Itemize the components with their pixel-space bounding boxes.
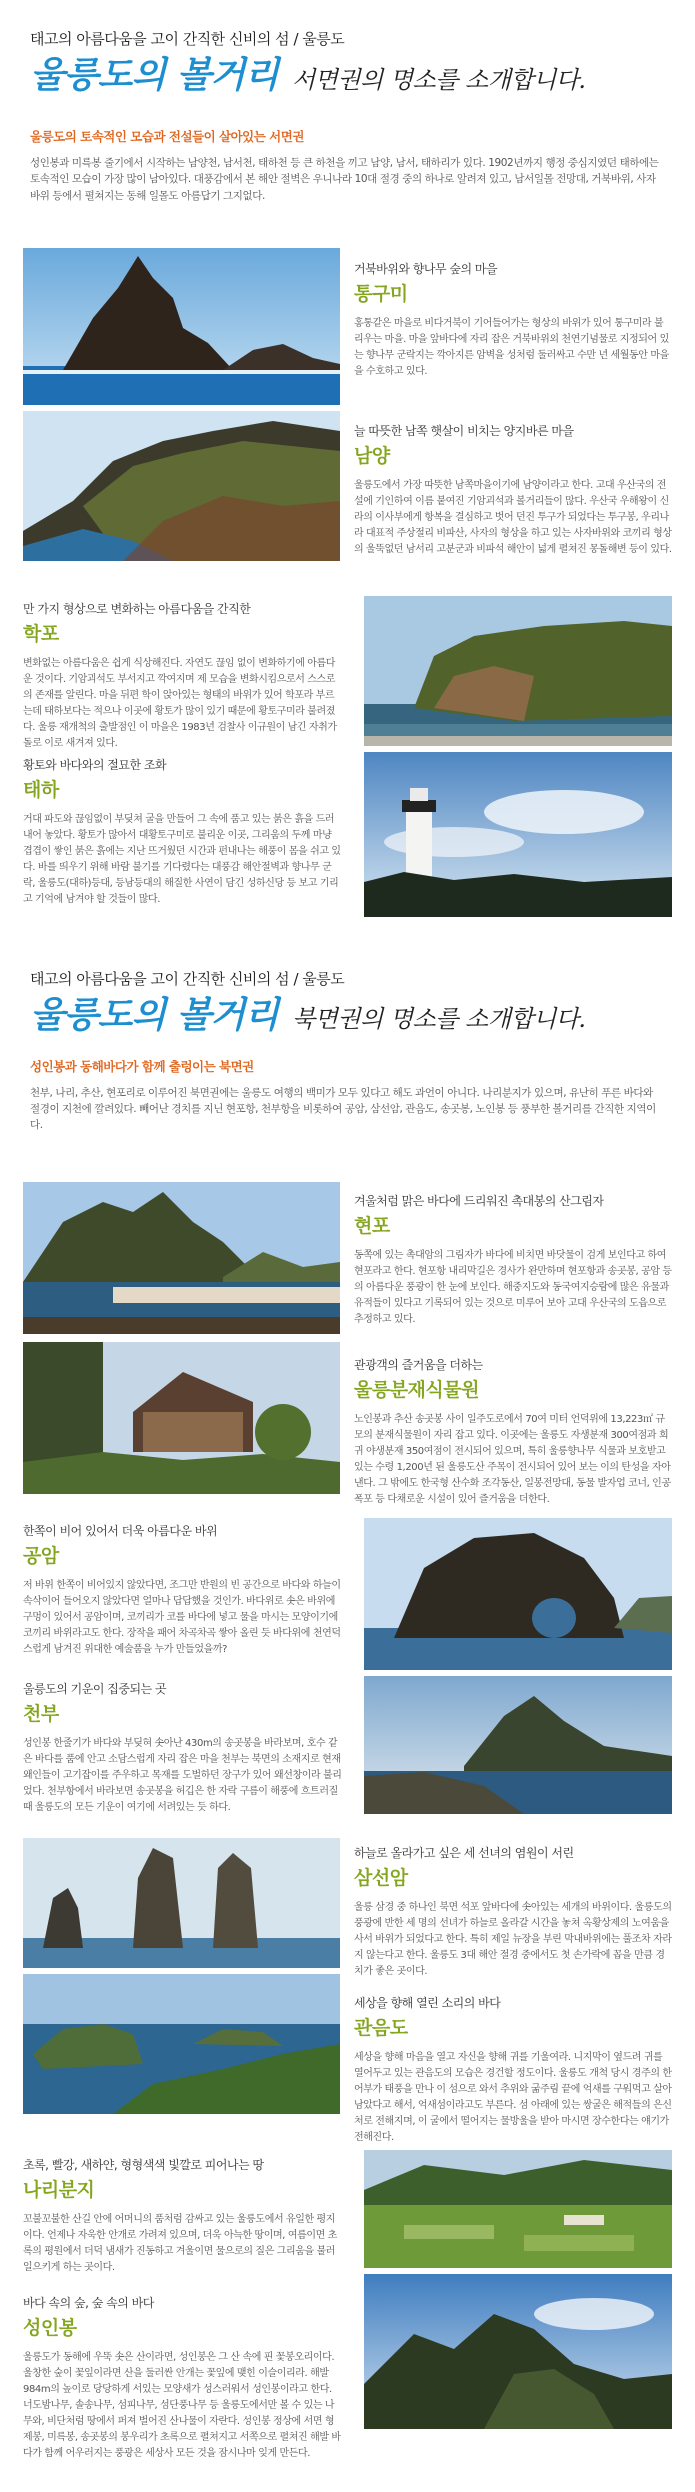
spot-subtitle: 초록, 빨강, 새하얀, 형형색색 빛깔로 피어나는 땅 <box>23 2157 264 2172</box>
photo-samseonam <box>23 1838 340 1968</box>
intro-heading: 성인봉과 동해바다가 함께 출렁이는 북면권 <box>30 1058 254 1074</box>
photo-tonggumi <box>23 248 340 405</box>
photo-gwaneumdo <box>23 1974 340 2114</box>
spot-name: 현포 <box>354 1214 390 1237</box>
brush-title: 울릉도의 볼거리 <box>30 993 278 1036</box>
spot-name: 나리분지 <box>23 2178 95 2201</box>
spot-subtitle: 관광객의 즐거움을 더하는 <box>354 1357 483 1372</box>
photo-seonginbong <box>364 2274 672 2429</box>
intro-heading: 울릉도의 토속적인 모습과 전설들이 살아있는 서면권 <box>30 129 304 144</box>
spot-body: 노인봉과 추산 송곳봉 사이 일주도로에서 70여 미터 언덕위에 13,223㎡ 규모의 분재식물원이 자리 잡고 있다. 이곳에는 울릉도 자생분재 300여점과 희귀 야생분재 350여점이 전시되어 있으며, 특히 울릉향나무 식물과 보호받고 있는 수령 1,200년 된 울릉도산 주목이 전시되어 있어 보는 이의 탄성을 자아낸다. 그 밖에도 한국형 산수화 조각동산, 일봉전망대, 동물 발자업 코너, 인공폭포 등 다채로운 시설이 있어 즐거움을 더한다. <box>354 1413 671 1505</box>
spot-bonsai-garden <box>354 1356 672 1508</box>
photo-cheonbu <box>364 1676 672 1814</box>
spot-subtitle: 바다 속의 숲, 숲 속의 바다 <box>23 2295 154 2310</box>
intro-body: 천부, 나리, 추산, 현포리로 이루어진 북면권에는 울릉도 여행의 백미가 모두 있다고 해도 과언이 아니다. 나리분지가 있으며, 유난히 푸른 바다와 절경이 지천에 깔려있다. 빼어난 경치를 지닌 현포항, 천부항을 비롯하여 공암, 삼선암, 관음도, 송곳봉, 노인봉 등 풍부한 볼거리를 간직한 지역이다. <box>30 1086 656 1132</box>
spot-subtitle: 하늘로 올라가고 싶은 세 선녀의 염원이 서린 <box>354 1845 574 1860</box>
spot-namyang <box>354 422 672 558</box>
spot-body: 성인봉 한줄기가 바다와 부딪혀 솟아난 430m의 송곳봉을 바라보며, 호수 같은 바다를 품에 안고 소담스럽게 자리 잡은 마을 천부는 북면의 소재지로 현재 왜인들이 고기잡이를 주우하고 목재를 도벌하던 장구가 있어 왜선창이라 불리었다. 천부항에서 바라보면 송곳봉을 허깁은 한 자락 구름이 해풍에 흐트러질때 울릉도의 모든 기운이 여기에 서려있는 듯 하다. <box>23 1737 342 1813</box>
spot-subtitle: 겨울처럼 맑은 바다에 드리워진 촉대봉의 산그림자 <box>354 1193 604 1208</box>
spot-hakpo <box>23 600 343 752</box>
spot-subtitle: 거북바위와 향나무 숲의 마을 <box>354 261 498 276</box>
spot-gongam <box>23 1522 343 1658</box>
photo-nari-basin <box>364 2150 672 2268</box>
spot-name: 천부 <box>23 1702 59 1725</box>
spot-name: 관음도 <box>354 2016 408 2039</box>
spot-subtitle: 늘 따뜻한 남쪽 햇살이 비치는 양지바른 마을 <box>354 423 574 438</box>
spot-body: 저 바위 한쪽이 비어있지 않았다면, 조그만 반원의 빈 공간으로 바다와 하늘이 속삭이어 들어오지 않았다면 얼마나 답답했을 것인가. 바다위로 솟은 바위에 구멍이 있어서 공암이며, 코끼리가 코를 바다에 넣고 물을 마시는 모양이기에 코끼리 바위라고도 한다. 장작을 패어 차곡차곡 쌓아 올린 듯 바다위에 천연덕스럽게 남겨진 위대한 예술품을 누가 만들었을까? <box>23 1579 341 1655</box>
spot-subtitle: 황토와 바다와의 절묘한 조화 <box>23 757 167 772</box>
spot-body: 거대 파도와 끊임없이 부딪쳐 굴을 만들어 그 속에 품고 있는 붉은 흙을 드러내어 놓았다. 황토가 많아서 대황토구미로 불리운 이곳, 그리움의 두께 마냥 겹겹이 쌓인 붉은 흙에는 지난 뜨거웠던 시간과 펀내나는 해풍이 몸을 쉬고 있다. 바를 띄우기 위해 바람 불기를 기다렸다는 대풍감 해안절벽과 향나무 군락, 울릉도(대하)등대, 등남등대의 해질한 사연이 담긴 성하신당 등 보고 기리고 기억에 남겨야 할 것들이 많다. <box>23 813 341 905</box>
spot-name: 삼선암 <box>354 1866 408 1889</box>
section-west-spots <box>0 248 695 938</box>
section-kicker: 태고의 아름다움을 고이 간직한 신비의 섬 / 울릉도 <box>30 30 345 48</box>
spot-subtitle: 세상을 향해 열린 소리의 바다 <box>354 1995 501 2010</box>
spot-body: 울릉도가 동해에 우뚝 솟은 산이라면, 성인봉은 그 산 속에 핀 꽃봉오리이다. 울창한 숲이 꽃잎이라면 산을 둘러싼 안개는 꽃잎에 맺힌 이슬이리라. 해발 984m의 높이로 당당하게 서있는 모양새가 성스러워서 성인봉이라고 한다. 너도밤나무, 솔송나무, 섬피나무, 섬단풍나무 등 울릉도에서만 볼 수 있는 나무와, 비단처럼 땅에서 퍼져 벌어진 산나물이 자란다. 성인봉 정상에 서면 형제봉, 미륵봉, 송곳봉의 봉우리가 초록으로 펼쳐지고 서쪽으로 펼쳐진 해발 바다가 함께 어우러지는 풍광은 세상사 모든 것을 잠시나마 잊게 만든다. <box>23 2351 341 2459</box>
photo-taeha <box>364 752 672 917</box>
spot-cheonbu <box>23 1680 343 1816</box>
section-kicker: 태고의 아름다움을 고이 간직한 신비의 섬 / 울릉도 <box>30 969 345 988</box>
spot-body: 울릉도에서 가장 따뜻한 남쪽마을이기에 남양이라고 한다. 고대 우산국의 전설에 기인하여 이름 붙여진 기암괴석과 볼거리들이 많다. 우산국 우해왕이 신라의 이사부에게 항복을 결심하고 벗어 던진 투구가 되었다는 투구봉, 우리나라 대표적 주상절리 비파산, 사자의 형상을 하고 있는 사자바위와 코끼리 형상의 울뚝없던 남서리 고분군과 비파석 해안이 넓게 펼쳐진 몽돌해변 등이 있다. <box>354 479 672 555</box>
spot-body: 세상을 향해 마음을 열고 자신을 향해 귀를 기울여라. 니지막이 옆드려 귀를 열어두고 있는 관음도의 모습은 경건할 정도이다. 울릉도 개척 당시 경주의 한 어부가 태풍을 만나 이 섬으로 와서 추위와 굶주림 끝에 억새를 구워먹고 살아남았다고 해서, 억새섬이라고도 부른다. 섬 아래에 있는 쌍굴은 해적들의 은신처로 전해지며, 이 굴에서 떨어지는 물방울을 받아 마시면 장수한다는 얘기가 전해진다. <box>354 2051 672 2143</box>
spot-name: 통구미 <box>354 282 408 305</box>
section-title-row <box>30 54 665 96</box>
section-north-intro <box>0 968 695 1134</box>
spot-name: 태하 <box>23 778 59 801</box>
script-title: 서면권의 명소를 소개합니다. <box>291 65 586 94</box>
spot-body: 홍통같은 마을로 비다거북이 기어들어가는 형상의 바위가 있어 통구미라 불리우는 마을. 마을 앞바다에 자리 잡은 거북바위외 천연기념물로 지정되어 있는 향나무 군락지는 깍아지른 암벽을 성처럼 둘러싸고 수만 년 세월동안 마을을 수호하고 있다. <box>354 317 669 377</box>
section-title-row <box>30 993 665 1036</box>
spot-name: 울릉분재식물원 <box>354 1378 479 1401</box>
spot-body: 꼬불꼬불한 산길 안에 어머니의 품처럼 감싸고 있는 울릉도에서 유일한 평지이다. 언제나 자욱한 안개로 가려져 있으며, 더욱 아늑한 땅이며, 여름이면 초록의 평원에서 더덕 냄새가 진동하고 겨울이면 물으로의 질은 그리움을 불러일으키게 하는 곳이다. <box>23 2213 337 2273</box>
spot-seonginbong <box>23 2294 343 2462</box>
spot-hyeonpo <box>354 1192 672 1328</box>
spot-subtitle: 만 가지 형상으로 변화하는 아름다움을 간직한 <box>23 601 251 616</box>
section-north-spots <box>0 1182 695 2492</box>
spot-name: 학포 <box>23 622 59 645</box>
spot-taeha <box>23 756 343 908</box>
brush-title: 울릉도의 볼거리 <box>30 54 278 96</box>
script-title: 북면권의 명소를 소개합니다. <box>291 1005 586 1034</box>
spot-body: 울릉 삼경 중 하나인 북면 석포 앞바다에 솟아있는 세개의 바위이다. 울릉도의 풍광에 반한 세 명의 선녀가 하늘로 올라갈 시간을 놓쳐 옥황상제의 노여움을 사서 바위가 되었다고 한다. 특히 제일 뉴장을 부린 막내바위에는 풀조차 자라지 않는다고 한다. 울릉도 3대 해안 절경 중에서도 첫 손가락에 꼽을 만큼 경치가 좋은 곳이다. <box>354 1901 672 1977</box>
photo-namyang <box>23 411 340 561</box>
photo-bonsai-garden <box>23 1342 340 1494</box>
spot-samseonam <box>354 1844 672 1980</box>
spot-name: 남양 <box>354 444 390 467</box>
spot-name: 성인봉 <box>23 2316 77 2339</box>
spot-subtitle: 한쪽이 비어 있어서 더욱 아름다운 바위 <box>23 1523 218 1538</box>
spot-gwaneumdo <box>354 1994 672 2146</box>
spot-body: 변화없는 아름다움은 쉽게 식상해진다. 자연도 끊임 없이 변화하기에 아름다운 것이다. 기암괴석도 부서지고 깍여지며 제 모습을 변화시킴으로서 스스로의 존재를 알린다. 마을 뒤편 학이 앉아있는 형태의 바위가 있어 학포라 부르는데 태하보다는 적으나 이곳에 황토가 많이 있기 때문에 황토구미라 불려졌다. 울릉 재개척의 출발점인 이 마을은 1983년 검찰사 이규원이 남긴 자취가 돌로 이로 새겨져 있다. <box>23 657 337 749</box>
photo-hakpo <box>364 596 672 746</box>
spot-body: 동쪽에 있는 촉대암의 그림자가 바다에 비치면 바닷물이 검게 보인다고 하여 현포라고 한다. 현포항 내리막길은 경사가 완만하며 현포항과 송곳봉, 공암 등의 아름다운 풍광이 한 눈에 보인다. 해중지도와 동국여지승람에 많은 유물과 유적들이 있다고 기록되어 있는 것으로 미루어 보아 고대 우산국의 도읍으로 추정하고 있다. <box>354 1249 672 1325</box>
photo-gongam <box>364 1518 672 1670</box>
spot-tonggumi <box>354 260 672 380</box>
spot-subtitle: 울릉도의 기운이 집중되는 곳 <box>23 1681 167 1696</box>
spot-name: 공암 <box>23 1544 59 1567</box>
section-west-intro <box>0 0 695 204</box>
spot-nari-basin <box>23 2156 343 2276</box>
intro-body: 성인봉과 미륵봉 줄기에서 시작하는 남양천, 남서천, 태하천 등 큰 하천을 끼고 남양, 남서, 태하리가 있다. 1902년까지 행정 중심지였던 태하에는 토속적인 모습이 가장 많이 남아있다. 대풍감에서 본 해안 절벽은 우니나라 10대 절경 중의 하나로 알려져 있고, 남서일몰 전망대, 거북바위, 사자바위 등에서 펼쳐지는 동해 일몰도 아름답기 그지없다. <box>30 157 659 202</box>
photo-hyeonpo <box>23 1182 340 1334</box>
